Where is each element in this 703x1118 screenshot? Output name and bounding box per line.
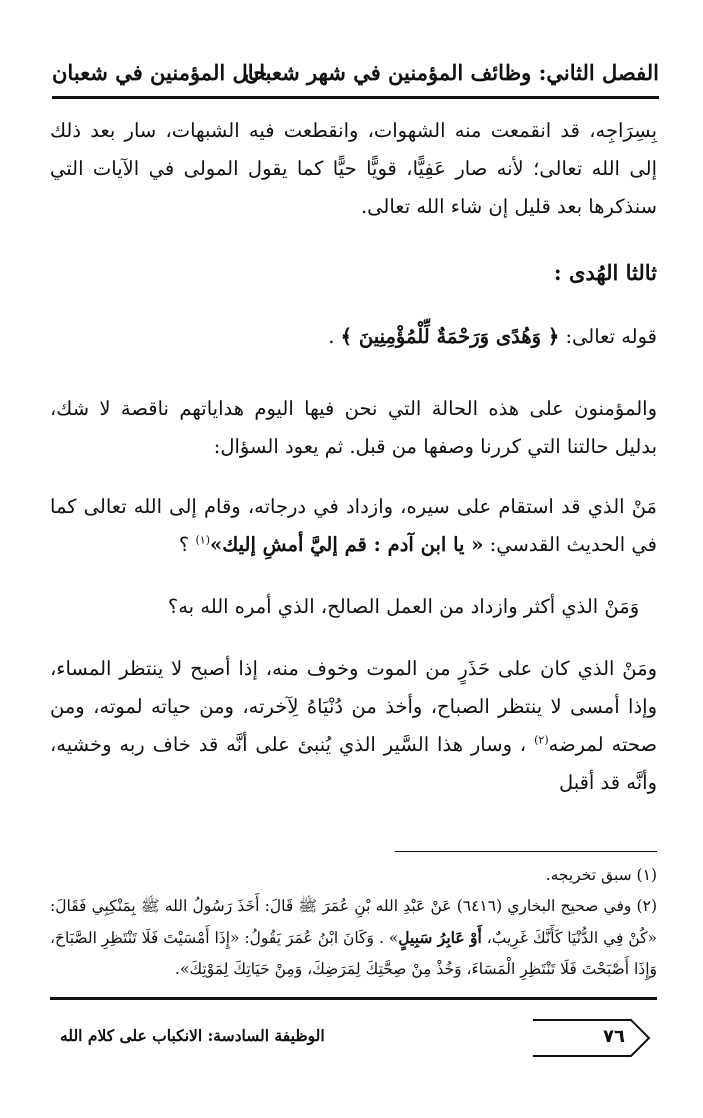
hadith-quote: « يا ابن آدم : قم إليَّ أمشِ إليك» bbox=[210, 533, 484, 556]
verse-paragraph bbox=[50, 318, 657, 356]
footnote-1: (١) سبق تخريجه. bbox=[545, 866, 657, 884]
footnote-2 bbox=[50, 891, 657, 985]
paragraph-6-continued: ، وسار هذا السَّير الذي يُنبئ على أنَّه قد خاف ربه وخشيه، وأنَّه قد أقبل bbox=[50, 733, 657, 794]
footer-divider bbox=[50, 997, 657, 1000]
paragraph-4-end: ؟ bbox=[178, 533, 196, 556]
paragraph-4 bbox=[50, 488, 657, 564]
quran-verse: ﴿ وَهُدًى وَرَحْمَةٌ لِّلْمُؤْمِنِينَ ﴾ bbox=[340, 325, 560, 348]
header-divider bbox=[52, 96, 659, 99]
chapter-title: الفصل الثاني: وظائف المؤمنين في شهر شعبان bbox=[243, 60, 659, 85]
paragraph-3: والمؤمنون على هذه الحالة التي نحن فيها اليوم هداياتهم ناقصة لا شك، بدليل حالتنا التي كررنا وصفها من قبل. ثم يعود السؤال: bbox=[50, 397, 657, 458]
footnotes bbox=[50, 860, 657, 985]
footnote-divider bbox=[395, 851, 657, 852]
paragraph-5: وَمَنْ الذي أكثر وازداد من العمل الصالح، الذي أمره الله به؟ bbox=[167, 595, 640, 618]
paragraph-6 bbox=[50, 650, 657, 802]
section-title: حال المؤمنين في شعبان bbox=[52, 60, 268, 85]
footnote-ref-1[interactable]: (١) bbox=[195, 533, 210, 547]
page-tab-arrow-icon bbox=[531, 1018, 651, 1058]
footnote-2-text: (٢) وفي صحيح البخاري (٦٤١٦) عَنْ عَبْدِ الله بْنِ عُمَرَ ﷺ قَالَ: أَخَذَ رَسُولُ الله ﷺ بِمَنْكِبِي فَقَالَ: «كُنْ فِي الدُّنْيَا كَأَنَّكَ غَرِيبٌ، bbox=[50, 897, 657, 947]
footnote-2-bold: أَوْ عَابِرُ سَبِيلٍ bbox=[398, 928, 482, 947]
page-header bbox=[52, 58, 659, 98]
verse-end: . bbox=[328, 325, 341, 348]
paragraph-1: بِسِرَاجِه، قد انقمعت منه الشهوات، وانقطعت فيه الشبهات، سار بعد ذلك إلى الله تعالى؛ لأنه صار عَفِيًّا، قويًّا حيًّا كما يقول المولى في الآيات التي سنذكرها بعد قليل إن شاء الله تعالى. bbox=[50, 119, 657, 218]
page-number-tab bbox=[531, 1018, 651, 1058]
section-heading: ثالثا الهُدى : bbox=[553, 260, 657, 285]
body-text bbox=[50, 112, 657, 802]
footnote-ref-2[interactable]: (٢) bbox=[534, 733, 549, 747]
verse-intro: قوله تعالى: bbox=[559, 325, 657, 348]
page-number: ٧٦ bbox=[603, 1026, 625, 1047]
paragraph-4-text: مَنْ الذي قد استقام على سيره، وازداد في درجاته، وقام إلى الله تعالى كما في الحديث القدسي: bbox=[50, 495, 657, 556]
paragraph-6-text: ومَنْ الذي كان على حَذَرٍ من الموت وخوف منه، إذا أصبح لا ينتظر المساء، وإذا أمسى لا ينتظر الصباح، وأخذ من دُنْيَاهُ لِآخرته، ومن حياته لموته، ومن صحته لمرضه bbox=[50, 657, 657, 756]
footnote-2-continued: » . وَكَانَ ابْنُ عُمَرَ يَقُولُ: «إِذَا أَمْسَيْتَ فَلَا تَنْتَظِرِ الصَّبَاحَ، وَإِذَا أَصْبَحْتَ فَلَا تَنْتَظِرِ الْمَسَاءَ، وَخُذْ مِنْ صِحَّتِكَ لِمَرَضِكَ، وَمِنْ حَيَاتِكَ لِمَوْتِكَ». bbox=[50, 929, 657, 978]
footer-title: الوظيفة السادسة: الانكباب على كلام الله bbox=[60, 1026, 325, 1045]
